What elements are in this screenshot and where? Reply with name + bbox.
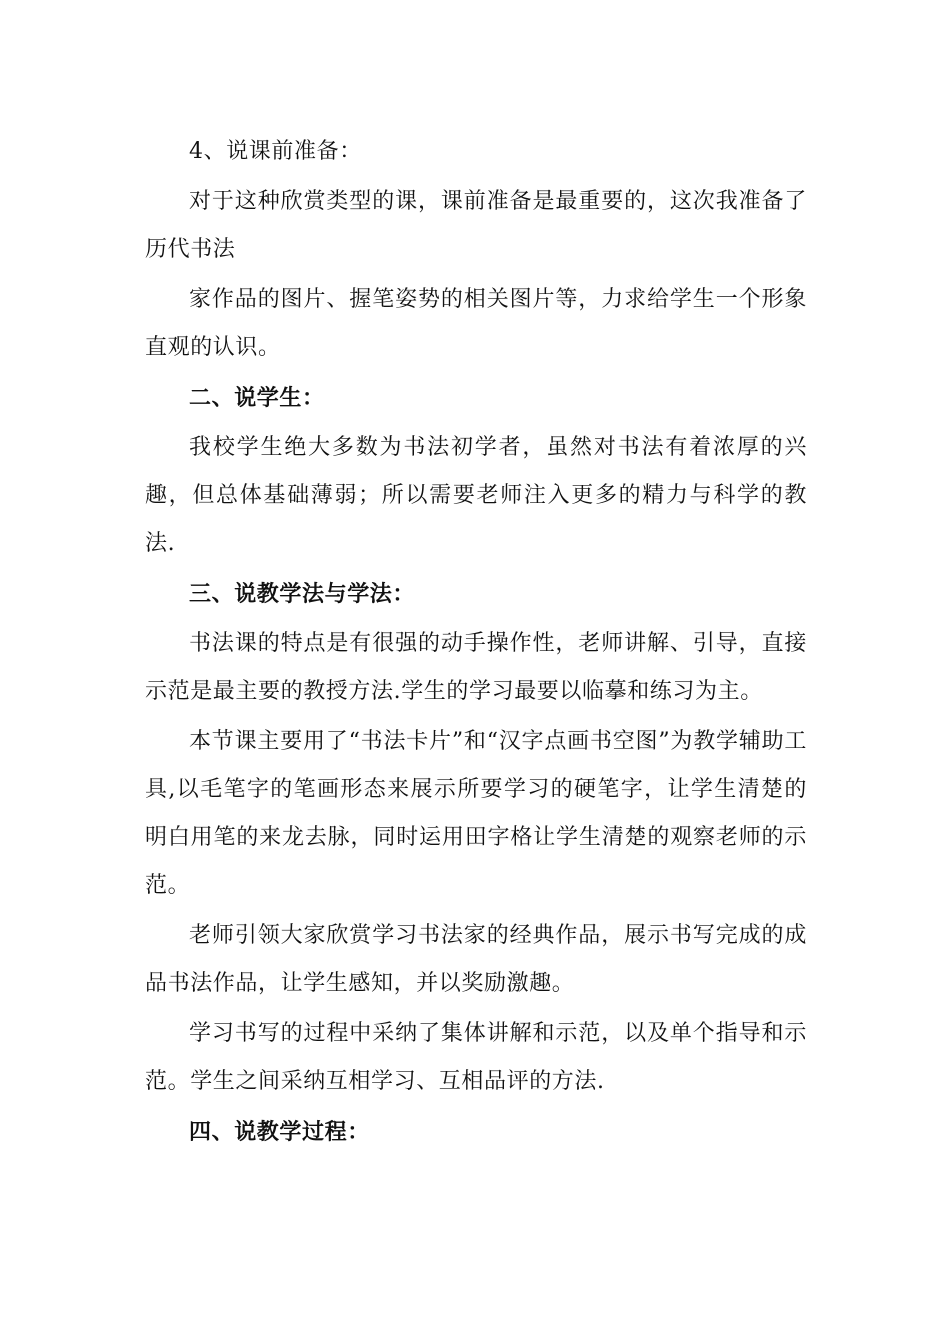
paragraph-students: 我校学生绝大多数为书法初学者，虽然对书法有着浓厚的兴趣，但总体基础薄弱；所以需要老师注入更多的精力与科学的教法. (145, 435, 807, 556)
paragraph-prep-line1: 对于这种欣赏类型的课，课前准备是最重要的，这次我准备了历代书法 (145, 189, 807, 262)
heading-students: 二、说学生： (189, 385, 325, 411)
paragraph-prep-title: 4、说课前准备： (189, 139, 362, 164)
paragraph-methods-3: 老师引领大家欣赏学习书法家的经典作品，展示书写完成的成品书法作品，让学生感知，并以奖励激趣。 (145, 923, 807, 996)
heading-methods: 三、说教学法与学法： (189, 581, 416, 607)
paragraph-prep-line2: 家作品的图片、握笔姿势的相关图片等，力求给学生一个形象直观的认识。 (145, 287, 807, 360)
document-page (145, 128, 807, 1156)
heading-process: 四、说教学过程： (189, 1119, 370, 1145)
paragraph-methods-1: 书法课的特点是有很强的动手操作性，老师讲解、引导，直接示范是最主要的教授方法.学生的学习最要以临摹和练习为主。 (145, 631, 807, 704)
paragraph-methods-4: 学习书写的过程中采纳了集体讲解和示范，以及单个指导和示范。学生之间采纳互相学习、互相品评的方法. (145, 1021, 807, 1094)
paragraph-methods-2: 本节课主要用了“书法卡片”和“汉字点画书空图”为教学辅助工具,以毛笔字的笔画形态来展示所要学习的硬笔字，让学生清楚的明白用笔的来龙去脉，同时运用田字格让学生清楚的观察老师的示范。 (145, 729, 807, 898)
